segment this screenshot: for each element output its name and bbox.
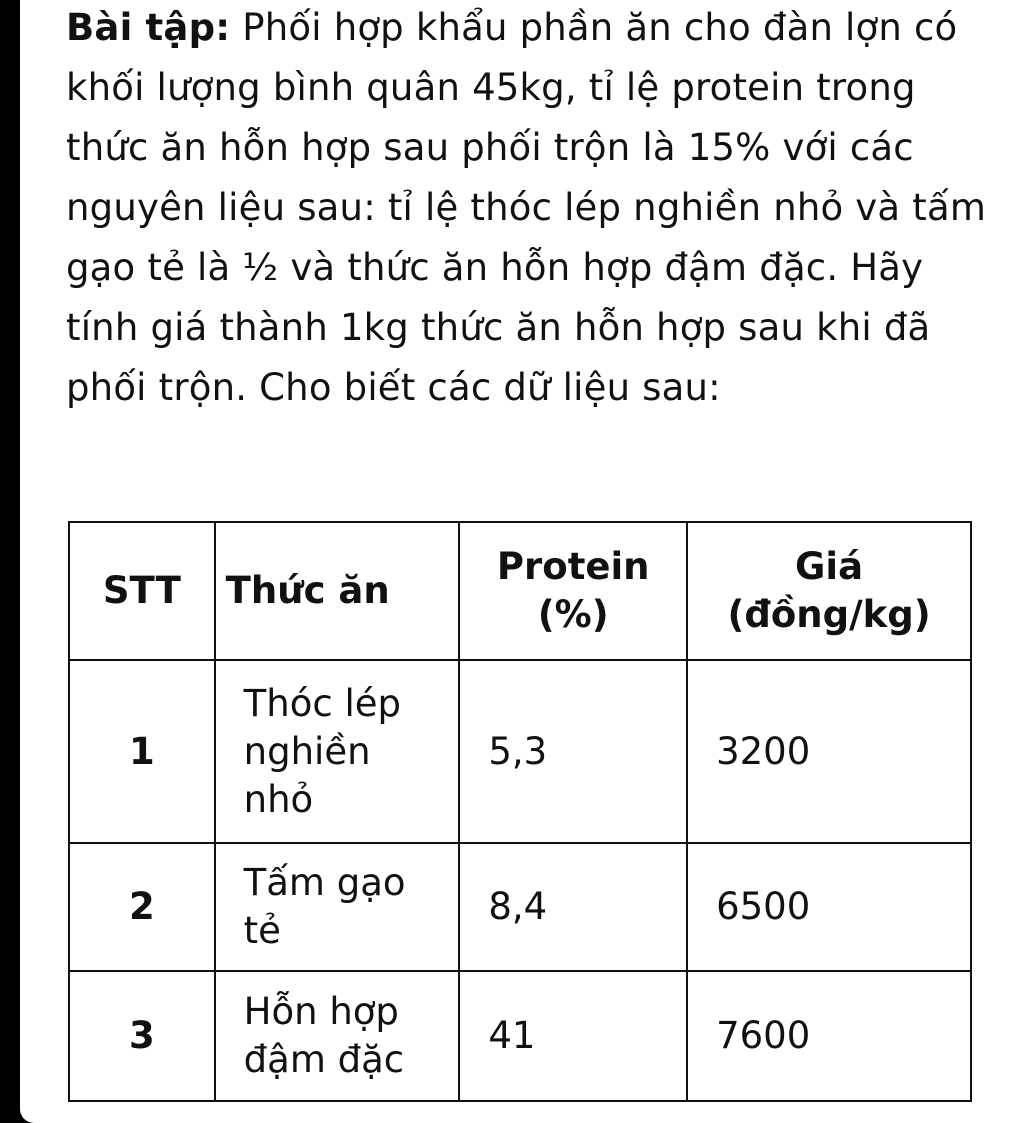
header-price-line2: (đồng/kg): [727, 593, 931, 636]
header-stt: STT: [69, 522, 215, 660]
row-stt: 3: [69, 971, 215, 1101]
row-stt: 2: [69, 843, 215, 971]
document-page: [20, 0, 1024, 1123]
row-protein: 5,3: [459, 660, 687, 843]
problem-text: Phối hợp khẩu phần ăn cho đàn lợn có khối lượng bình quân 45kg, tỉ lệ protein trong thức ăn hỗn hợp sau phối trộn là 15% với các nguyên liệu sau: tỉ lệ thóc lép nghiền nhỏ và tấm gạo tẻ là ½ và thức ăn hỗn hợp đậm đặc. Hãy tính giá thành 1kg thức ăn hỗn hợp sau khi đã phối trộn. Cho biết các dữ liệu sau:: [66, 6, 987, 409]
row-price: 3200: [687, 660, 971, 843]
table-row: [69, 843, 971, 971]
row-stt: 1: [69, 660, 215, 843]
problem-statement: [66, 0, 1001, 418]
row-food: Hỗn hợp đậm đặc: [215, 971, 460, 1101]
row-price: 7600: [687, 971, 971, 1101]
header-food: Thức ăn: [215, 522, 460, 660]
row-protein: 41: [459, 971, 687, 1101]
feed-data-table: [68, 521, 972, 1102]
table-row: [69, 660, 971, 843]
header-price-line1: Giá: [795, 545, 864, 588]
table-header-row: [69, 522, 971, 660]
header-protein-line2: (%): [537, 593, 609, 636]
row-protein: 8,4: [459, 843, 687, 971]
row-price: 6500: [687, 843, 971, 971]
row-food: Tấm gạo tẻ: [215, 843, 460, 971]
table-row: [69, 971, 971, 1101]
header-protein-line1: Protein: [496, 545, 650, 588]
row-food: Thóc lép nghiền nhỏ: [215, 660, 460, 843]
header-price: [687, 522, 971, 660]
problem-label: Bài tập:: [66, 6, 231, 49]
header-protein: [459, 522, 687, 660]
